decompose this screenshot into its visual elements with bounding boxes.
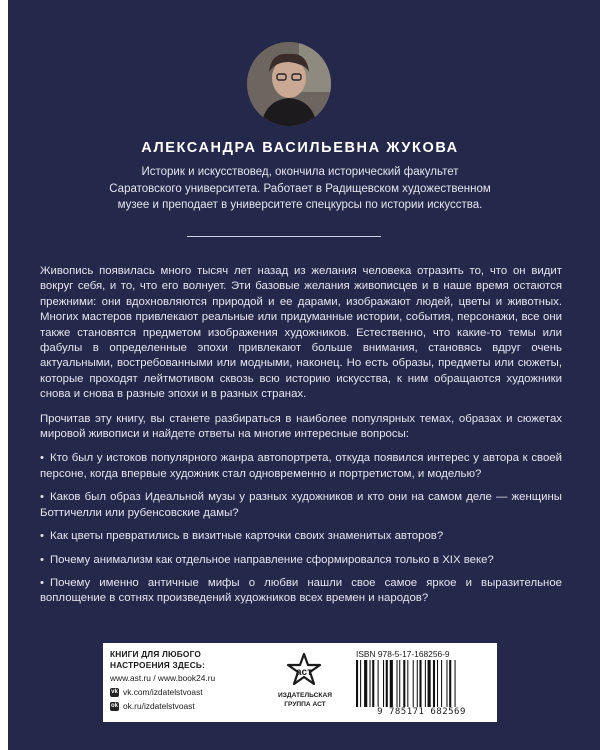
divider [187,236,381,237]
vk-link-text: vk.com/izdatelstvoast [123,687,203,697]
ast-logo-icon [284,651,324,691]
cover-edge-strip [0,0,8,750]
barcode [354,660,489,707]
lead-paragraph: Прочитав эту книгу, вы станете разбираться в наиболее популярных темах, образах и сюжетах мировой живописи и найдете ответы на многие интересные вопросы: [40,412,562,441]
bullet-icon: • [40,530,44,543]
ast-logo-text: аст [295,667,313,678]
vk-link[interactable] [110,687,203,697]
promo-title: КНИГИ ДЛЯ ЛЮБОГО НАСТРОЕНИЯ ЗДЕСЬ: [110,649,206,670]
author-name: АЛЕКСАНДРА ВАСИЛЬЕВНА ЖУКОВА [141,140,459,156]
bullet-icon: • [40,452,44,465]
question-text: Кто был у истоков популярного жанра автопортрета, откуда появился интерес у автора к своей персоне, когда впервые художник стал одновременно и портретистом, и моделью? [40,452,562,480]
barcode-digits: 9 785171 682569 [377,707,466,717]
question-text: Как цветы превратились в визитные карточки своих знаменитых авторов? [50,530,444,543]
question-item [40,553,562,568]
ok-link-text: ok.ru/izdatelstvoast [123,701,195,711]
publisher-footer [103,643,497,722]
vk-icon: vk [111,688,118,695]
bullet-icon: • [40,491,44,504]
author-bio: Историк и искусствовед, окончила исторический факультет Саратовского университета. Работает в Радищевском художественном музее и преподает в университете спецкурсы по истории искусства. [109,166,491,211]
bullet-icon: • [40,576,44,589]
question-item [40,576,562,607]
author-photo [247,42,331,126]
question-item [40,529,562,544]
question-text: Почему именно античные мифы о любви нашли свое самое яркое и выразительное воплощение в сотнях произведений художников всех времен и народов? [40,576,562,605]
annotation-text [40,264,562,615]
question-text: Почему анимализм как отдельное направление сформировался только в XIX веке? [50,553,494,566]
intro-paragraph: Живопись появилась много тысяч лет назад из желания человека отразить то, что он видит вокруг себя, и то, что его волнует. Эти базовые желания живописцев и в наше время остаются прежними: они вдохновляются природой и ее дарами, изображают людей, цветы и животных. Многих мастеров привлекают реальные или придуманные истории, события, персонажи, все они также становятся предметом изображения художников. Естественно, что какие-то темы или фабулы в определенные эпохи привлекают больше внимания, становясь вдруг очень актуальными, востребованными или модными, наконец. Но есть образы, предметы или сюжеты, которые проходят лейтмотивом сквозь всю историю искусства, к ним обращаются художники снова и снова в разные эпохи и в разных странах. [40,265,562,401]
ok-link[interactable] [110,701,195,711]
publisher-label: ИЗДАТЕЛЬСКАЯ ГРУППА АСТ [278,692,332,708]
question-item [40,490,562,521]
question-text: Каков был образ Идеальной музы у разных художников и кто они на самом деле — женщины Боттичелли или рубенсовские дамы? [40,491,562,519]
website-links[interactable]: www.ast.ru / www.book24.ru [110,673,216,683]
isbn-label: ISBN 978-5-17-168256-9 [356,649,450,659]
bullet-icon: • [40,553,44,566]
ok-icon: ok [110,702,118,709]
question-item [40,451,562,482]
